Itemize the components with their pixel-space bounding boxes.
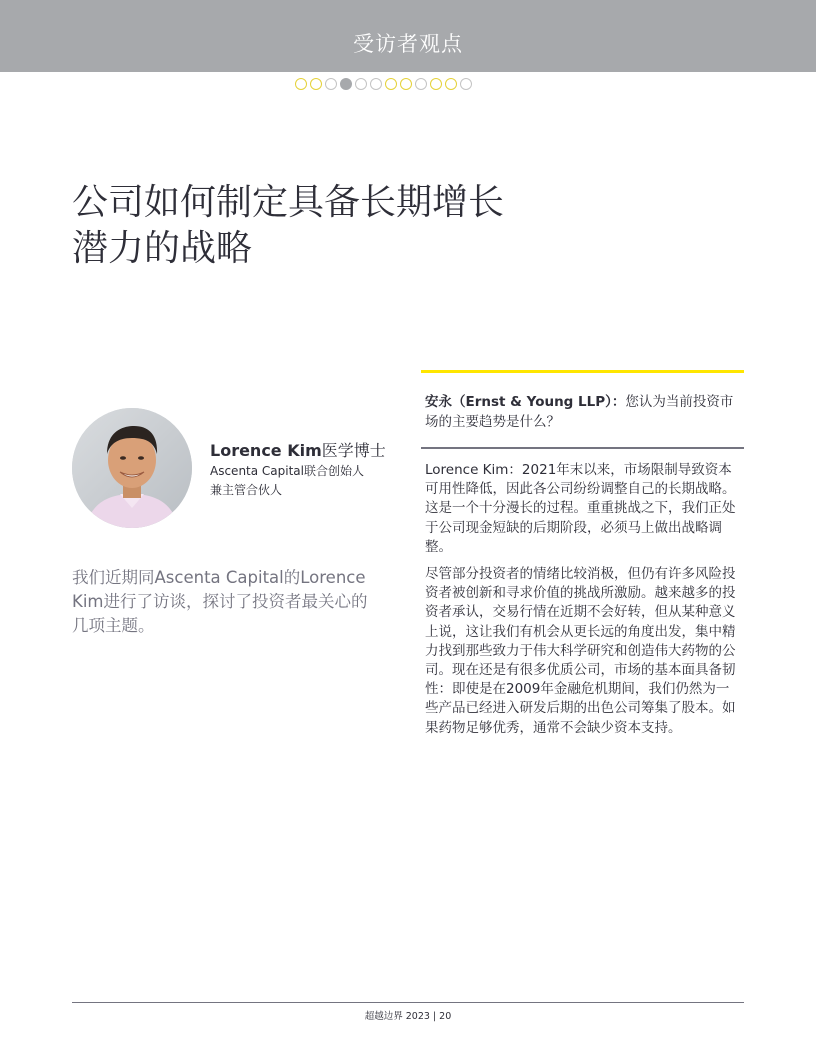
footer-divider [72, 1002, 744, 1003]
page-title-line2: 潜力的战略 [72, 228, 253, 269]
interviewee-title-line2: 兼主管合伙人 [210, 483, 283, 497]
section-title: 受访者观点 [353, 32, 463, 56]
progress-dot[interactable] [325, 78, 337, 90]
progress-dot-current[interactable] [340, 78, 352, 90]
page-progress-dots [295, 78, 472, 94]
page-title [72, 180, 552, 272]
header-bar [0, 0, 816, 72]
interviewee-title-line1: Ascenta Capital联合创始人 [210, 464, 364, 478]
progress-dot[interactable] [370, 78, 382, 90]
progress-dot[interactable] [445, 78, 457, 90]
progress-dot[interactable] [400, 78, 412, 90]
progress-dot[interactable] [355, 78, 367, 90]
progress-dot[interactable] [460, 78, 472, 90]
answer-paragraph-1: Lorence Kim：2021年末以来，市场限制导致资本可用性降低，因此各公司纷纷调整自己的长期战略。这是一个十分漫长的过程。重重挑战之下，我们正处于公司现金短缺的后期阶段，必须马上做出战略调整。 [425, 462, 736, 555]
intro-paragraph: 我们近期同Ascenta Capital的Lorence Kim进行了访谈，探讨了投资者最关心的几项主题。 [72, 568, 368, 635]
interviewee-photo [72, 408, 192, 528]
page-title-line1: 公司如何制定具备长期增长 [72, 182, 505, 223]
accent-divider [421, 370, 744, 373]
progress-dot[interactable] [385, 78, 397, 90]
interviewee-name-en: Lorence Kim [210, 441, 322, 460]
portrait-illustration [72, 408, 192, 528]
page-footer: 超越边界 2023 | 20 [364, 1011, 452, 1022]
interviewee-degree: 医学博士 [321, 441, 386, 460]
interview-question [425, 392, 737, 432]
progress-dot[interactable] [415, 78, 427, 90]
progress-dot[interactable] [310, 78, 322, 90]
progress-dot[interactable] [295, 78, 307, 90]
interview-answer [425, 461, 739, 746]
question-text: 您认为当前投资市场的主要趋势是什么？ [425, 394, 734, 430]
progress-dot[interactable] [430, 78, 442, 90]
interviewee-name [210, 440, 386, 462]
answer-paragraph-2: 尽管部分投资者的情绪比较消极，但仍有许多风险投资者被创新和寻求价值的挑战所激励。越来越多的投资者承认，交易行情在近期不会好转，但从某种意义上说，这让我们有机会从更长远的角度出发，集中精力找到那些致力于伟大科学研究和创造伟大药物的公司。现在还是有很多优质公司，市场的基本面具备韧性：即使是在2009年金融危机期间，我们仍然为一些产品已经进入研发后期的出色公司筹集了股本。如果药物足够优秀，通常不会缺少资本支持。 [425, 566, 736, 736]
question-divider [421, 447, 744, 449]
question-label: 安永（Ernst & Young LLP）： [425, 394, 626, 410]
